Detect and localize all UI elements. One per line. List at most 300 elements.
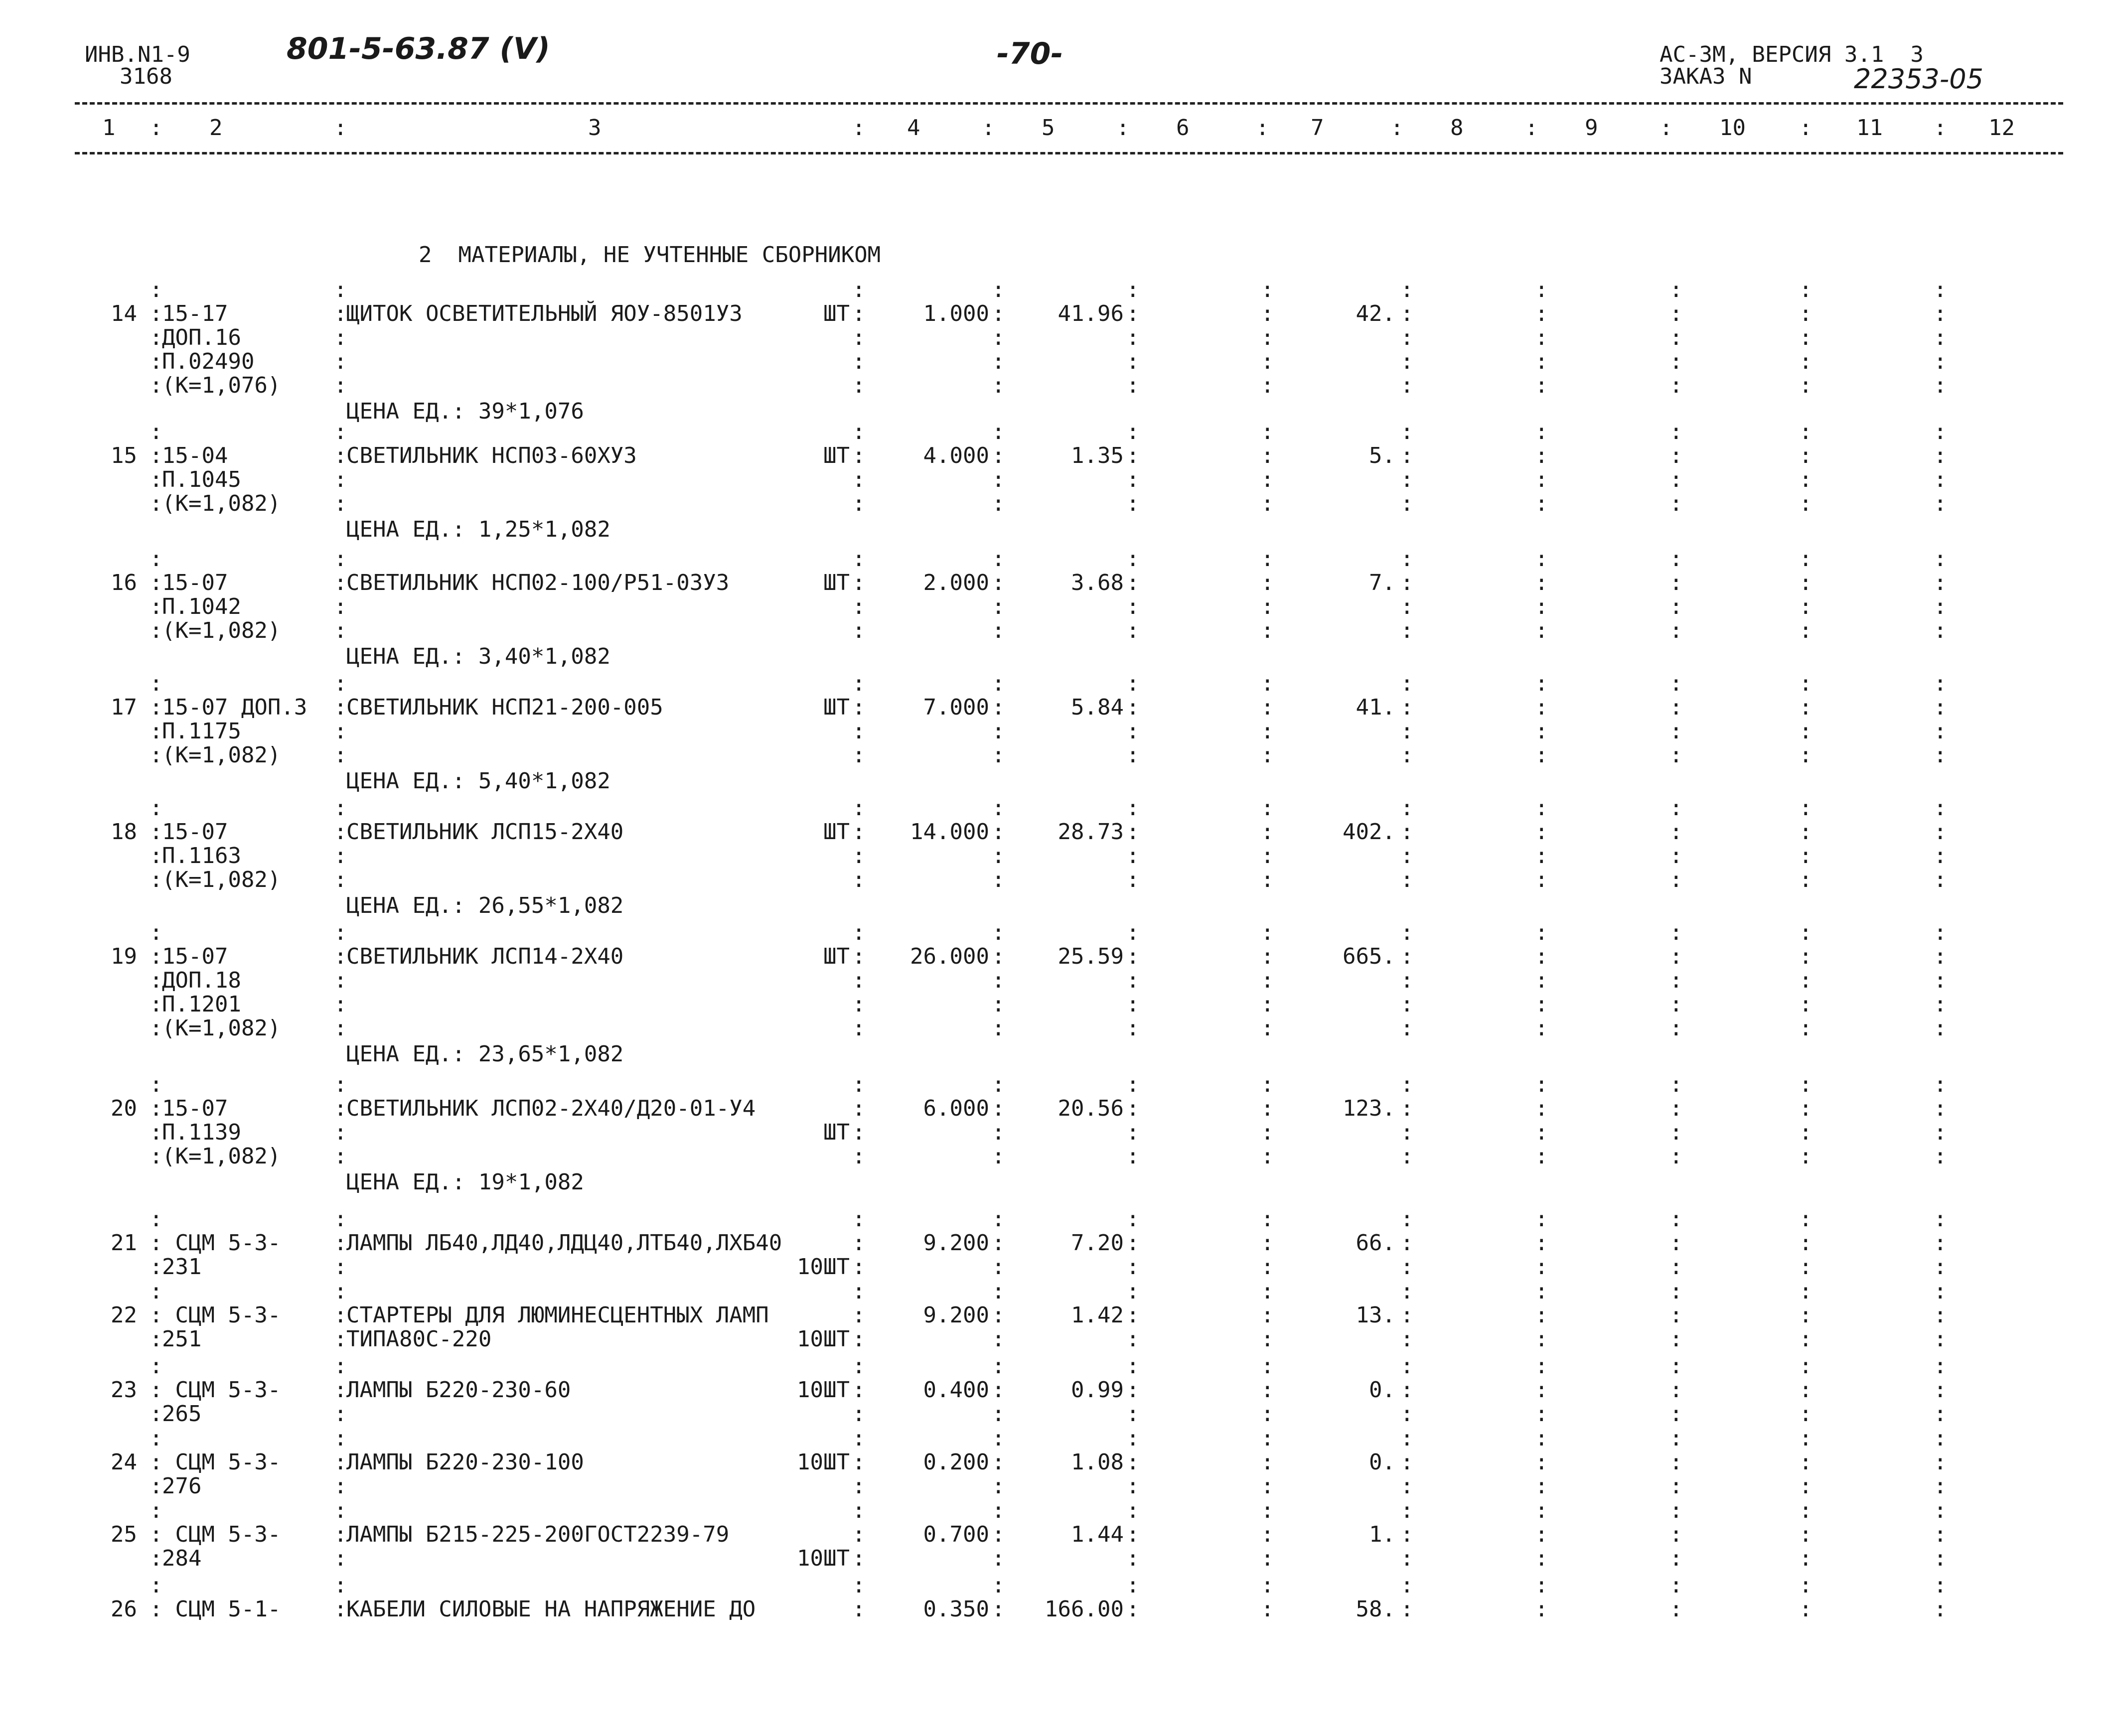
column-separator: : bbox=[852, 1254, 866, 1280]
column-separator: : bbox=[1934, 349, 1947, 374]
column-separator: : bbox=[1261, 968, 1274, 993]
column-separator: : bbox=[1261, 1326, 1274, 1352]
column-separator: : bbox=[1799, 1596, 1813, 1622]
column-separator: : bbox=[1799, 1072, 1813, 1097]
column-separator: : bbox=[1669, 1401, 1683, 1427]
column-separator: : bbox=[1126, 1254, 1140, 1280]
column-separator: : bbox=[1261, 1546, 1274, 1571]
row-code: 251 bbox=[162, 1326, 202, 1352]
row-quantity: 0.350 bbox=[923, 1596, 989, 1622]
row-total: 42. bbox=[1356, 301, 1395, 326]
column-separator: : bbox=[1660, 115, 1673, 141]
column-separator: : bbox=[1400, 443, 1414, 468]
column-separator: : bbox=[1535, 920, 1548, 945]
column-separator: : bbox=[150, 1144, 163, 1169]
column-separator: : bbox=[334, 1144, 347, 1169]
column-separator: : bbox=[1400, 992, 1414, 1017]
row-code: (К=1,076) bbox=[162, 373, 281, 398]
column-separator: : bbox=[1126, 301, 1140, 326]
column-separator: : bbox=[1126, 719, 1140, 744]
row-unit-price: 1.44 bbox=[1071, 1522, 1124, 1547]
row-code: П.1201 bbox=[162, 992, 241, 1017]
column-separator: : bbox=[1261, 867, 1274, 892]
column-separator: : bbox=[852, 742, 866, 768]
column-separator: : bbox=[1400, 1096, 1414, 1121]
column-separator: : bbox=[1934, 491, 1947, 516]
column-separator: : bbox=[1934, 373, 1947, 398]
row-name: ЛАМПЫ ЛБ40,ЛД40,ЛДЦ40,ЛТБ40,ЛХБ40 bbox=[346, 1230, 782, 1256]
column-header: 6 bbox=[1176, 115, 1190, 141]
column-separator: : bbox=[992, 618, 1005, 643]
column-separator: : bbox=[1934, 1144, 1947, 1169]
column-separator: : bbox=[1126, 1498, 1140, 1523]
column-separator: : bbox=[992, 1573, 1005, 1598]
column-separator: : bbox=[1669, 1522, 1683, 1547]
column-separator: : bbox=[334, 1072, 347, 1097]
column-separator: : bbox=[1400, 843, 1414, 868]
column-separator: : bbox=[1934, 1302, 1947, 1328]
column-separator: : bbox=[150, 1498, 163, 1523]
column-separator: : bbox=[1669, 570, 1683, 595]
column-separator: : bbox=[1669, 992, 1683, 1017]
row-number: 20 bbox=[111, 1096, 137, 1121]
column-separator: : bbox=[1126, 1473, 1140, 1499]
row-number: 17 bbox=[111, 695, 137, 720]
column-separator: : bbox=[1669, 1498, 1683, 1523]
column-separator: : bbox=[1669, 443, 1683, 468]
column-header: 5 bbox=[1042, 115, 1055, 141]
row-unit-price: 1.08 bbox=[1071, 1449, 1124, 1475]
column-separator: : bbox=[992, 1120, 1005, 1145]
column-separator: : bbox=[150, 1473, 163, 1499]
column-separator: : bbox=[852, 349, 866, 374]
column-separator: : bbox=[1535, 671, 1548, 696]
row-code: СЦМ 5-3- bbox=[162, 1522, 281, 1547]
column-separator: : bbox=[1400, 325, 1414, 350]
row-quantity: 1.000 bbox=[923, 301, 989, 326]
column-separator: : bbox=[1261, 695, 1274, 720]
column-separator: : bbox=[1126, 1015, 1140, 1041]
column-separator: : bbox=[1934, 742, 1947, 768]
column-separator: : bbox=[1126, 819, 1140, 845]
column-separator: : bbox=[1261, 1206, 1274, 1232]
column-separator: : bbox=[1535, 325, 1548, 350]
column-separator: : bbox=[1400, 570, 1414, 595]
column-header: 4 bbox=[907, 115, 920, 141]
column-separator: : bbox=[1799, 671, 1813, 696]
column-separator: : bbox=[150, 1546, 163, 1571]
row-code: 15-07 bbox=[162, 819, 228, 845]
column-separator: : bbox=[150, 570, 163, 595]
row-number: 14 bbox=[111, 301, 137, 326]
column-separator: : bbox=[1669, 373, 1683, 398]
column-separator: : bbox=[334, 992, 347, 1017]
row-code: 15-04 bbox=[162, 443, 228, 468]
row-price-note: ЦЕНА ЕД.: 19*1,082 bbox=[346, 1169, 584, 1195]
column-separator: : bbox=[1535, 1206, 1548, 1232]
column-separator: : bbox=[992, 491, 1005, 516]
column-separator: : bbox=[1799, 1144, 1813, 1169]
column-separator: : bbox=[1934, 1072, 1947, 1097]
column-separator: : bbox=[1799, 1326, 1813, 1352]
column-separator: : bbox=[1535, 944, 1548, 969]
column-header: 12 bbox=[1988, 115, 2015, 141]
column-separator: : bbox=[1535, 594, 1548, 619]
row-name: СТАРТЕРЫ ДЛЯ ЛЮМИНЕСЦЕНТНЫХ ЛАМП bbox=[346, 1302, 769, 1328]
column-separator: : bbox=[852, 419, 866, 444]
column-separator: : bbox=[150, 944, 163, 969]
column-separator: : bbox=[992, 349, 1005, 374]
row-total: 7. bbox=[1369, 570, 1395, 595]
column-separator: : bbox=[1400, 1522, 1414, 1547]
column-separator: : bbox=[150, 349, 163, 374]
column-separator: : bbox=[150, 373, 163, 398]
column-separator: : bbox=[852, 1120, 866, 1145]
column-separator: : bbox=[1126, 1377, 1140, 1403]
column-separator: : bbox=[1535, 1326, 1548, 1352]
column-separator: : bbox=[1799, 1498, 1813, 1523]
column-header: 8 bbox=[1450, 115, 1464, 141]
row-code: 15-07 bbox=[162, 570, 228, 595]
row-unit: ШТ bbox=[823, 695, 850, 720]
column-separator: : bbox=[852, 594, 866, 619]
column-separator: : bbox=[334, 1473, 347, 1499]
column-separator: : bbox=[1535, 742, 1548, 768]
column-separator: : bbox=[1669, 695, 1683, 720]
column-separator: : bbox=[1261, 1353, 1274, 1379]
column-separator: : bbox=[1535, 1522, 1548, 1547]
column-separator: : bbox=[1261, 373, 1274, 398]
row-unit-price: 1.35 bbox=[1071, 443, 1124, 468]
column-separator: : bbox=[1799, 115, 1813, 141]
row-unit: 10ШТ bbox=[797, 1377, 850, 1403]
column-separator: : bbox=[1669, 968, 1683, 993]
column-separator: : bbox=[334, 867, 347, 892]
column-separator: : bbox=[1934, 1573, 1947, 1598]
column-separator: : bbox=[852, 301, 866, 326]
column-separator: : bbox=[150, 1206, 163, 1232]
column-separator: : bbox=[852, 115, 866, 141]
row-unit-price: 3.68 bbox=[1071, 570, 1124, 595]
column-separator: : bbox=[334, 819, 347, 845]
column-separator: : bbox=[992, 1449, 1005, 1475]
column-separator: : bbox=[334, 795, 347, 821]
column-separator: : bbox=[1934, 115, 1947, 141]
column-separator: : bbox=[1799, 1573, 1813, 1598]
inventory-number: 3168 bbox=[120, 64, 172, 89]
column-separator: : bbox=[992, 546, 1005, 572]
row-unit: ШТ bbox=[823, 570, 850, 595]
column-separator: : bbox=[852, 1426, 866, 1451]
column-separator: : bbox=[1799, 1546, 1813, 1571]
column-separator: : bbox=[1535, 1144, 1548, 1169]
column-separator: : bbox=[334, 944, 347, 969]
column-separator: : bbox=[1934, 867, 1947, 892]
column-separator: : bbox=[1799, 920, 1813, 945]
column-separator: : bbox=[1799, 867, 1813, 892]
row-unit: 10ШТ bbox=[797, 1254, 850, 1280]
column-separator: : bbox=[1261, 325, 1274, 350]
column-separator: : bbox=[1934, 443, 1947, 468]
column-separator: : bbox=[1535, 1573, 1548, 1598]
column-separator: : bbox=[1126, 419, 1140, 444]
column-separator: : bbox=[1669, 1144, 1683, 1169]
column-separator: : bbox=[1261, 795, 1274, 821]
column-separator: : bbox=[1934, 695, 1947, 720]
column-separator: : bbox=[1400, 1573, 1414, 1598]
column-separator: : bbox=[1400, 867, 1414, 892]
section-title: 2 МАТЕРИАЛЫ, НЕ УЧТЕННЫЕ СБОРНИКОМ bbox=[419, 242, 881, 268]
column-separator: : bbox=[1799, 968, 1813, 993]
row-code: (К=1,082) bbox=[162, 491, 281, 516]
row-quantity: 7.000 bbox=[923, 695, 989, 720]
column-separator: : bbox=[150, 867, 163, 892]
column-separator: : bbox=[1799, 618, 1813, 643]
column-separator: : bbox=[1126, 349, 1140, 374]
column-separator: : bbox=[1400, 1302, 1414, 1328]
column-separator: : bbox=[1261, 1401, 1274, 1427]
row-unit-price: 41.96 bbox=[1058, 301, 1124, 326]
column-separator: : bbox=[1126, 618, 1140, 643]
row-code: 15-07 bbox=[162, 1096, 228, 1121]
column-separator: : bbox=[1934, 1120, 1947, 1145]
column-separator: : bbox=[992, 419, 1005, 444]
column-separator: : bbox=[1400, 301, 1414, 326]
column-separator: : bbox=[1261, 491, 1274, 516]
column-separator: : bbox=[1799, 1353, 1813, 1379]
column-separator: : bbox=[992, 1522, 1005, 1547]
column-separator: : bbox=[1669, 467, 1683, 492]
column-separator: : bbox=[852, 443, 866, 468]
column-separator: : bbox=[1934, 1254, 1947, 1280]
column-separator: : bbox=[1669, 1353, 1683, 1379]
column-separator: : bbox=[1400, 594, 1414, 619]
row-total: 13. bbox=[1356, 1302, 1395, 1328]
column-separator: : bbox=[992, 968, 1005, 993]
column-separator: : bbox=[150, 1522, 163, 1547]
column-separator: : bbox=[150, 1120, 163, 1145]
column-separator: : bbox=[1400, 1377, 1414, 1403]
column-separator: : bbox=[1261, 349, 1274, 374]
column-separator: : bbox=[334, 301, 347, 326]
column-separator: : bbox=[1400, 1426, 1414, 1451]
column-separator: : bbox=[1400, 1449, 1414, 1475]
column-separator: : bbox=[1535, 1498, 1548, 1523]
column-separator: : bbox=[1400, 695, 1414, 720]
column-separator: : bbox=[852, 1449, 866, 1475]
column-separator: : bbox=[1669, 1230, 1683, 1256]
row-price-note: ЦЕНА ЕД.: 26,55*1,082 bbox=[346, 893, 624, 918]
column-separator: : bbox=[1116, 115, 1130, 141]
column-separator: : bbox=[1390, 115, 1404, 141]
column-separator: : bbox=[1934, 277, 1947, 302]
column-separator: : bbox=[1126, 546, 1140, 572]
column-separator: : bbox=[1535, 1426, 1548, 1451]
column-separator: : bbox=[150, 594, 163, 619]
column-separator: : bbox=[1669, 843, 1683, 868]
column-separator: : bbox=[992, 1401, 1005, 1427]
column-separator: : bbox=[1799, 944, 1813, 969]
column-separator: : bbox=[1799, 491, 1813, 516]
column-separator: : bbox=[992, 819, 1005, 845]
column-separator: : bbox=[334, 419, 347, 444]
column-separator: : bbox=[1535, 618, 1548, 643]
column-separator: : bbox=[1126, 671, 1140, 696]
column-separator: : bbox=[1799, 1377, 1813, 1403]
column-separator: : bbox=[150, 1353, 163, 1379]
column-separator: : bbox=[1535, 867, 1548, 892]
column-separator: : bbox=[1256, 115, 1269, 141]
column-separator: : bbox=[1126, 277, 1140, 302]
column-separator: : bbox=[1669, 920, 1683, 945]
column-separator: : bbox=[852, 968, 866, 993]
column-separator: : bbox=[1934, 467, 1947, 492]
row-total: 0. bbox=[1369, 1377, 1395, 1403]
column-separator: : bbox=[1799, 1279, 1813, 1304]
column-separator: : bbox=[1669, 1096, 1683, 1121]
column-separator: : bbox=[1126, 594, 1140, 619]
column-separator: : bbox=[1400, 618, 1414, 643]
column-separator: : bbox=[1261, 719, 1274, 744]
column-separator: : bbox=[1799, 992, 1813, 1017]
column-separator: : bbox=[150, 1449, 163, 1475]
column-separator: : bbox=[1535, 1015, 1548, 1041]
column-separator: : bbox=[1799, 742, 1813, 768]
column-separator: : bbox=[1126, 1072, 1140, 1097]
column-separator: : bbox=[1261, 546, 1274, 572]
column-separator: : bbox=[1261, 1573, 1274, 1598]
column-separator: : bbox=[1799, 1230, 1813, 1256]
column-separator: : bbox=[1261, 1426, 1274, 1451]
column-separator: : bbox=[334, 695, 347, 720]
column-separator: : bbox=[150, 695, 163, 720]
column-separator: : bbox=[1535, 1072, 1548, 1097]
column-separator: : bbox=[334, 920, 347, 945]
column-separator: : bbox=[1261, 819, 1274, 845]
column-separator: : bbox=[992, 1498, 1005, 1523]
column-separator: : bbox=[1261, 920, 1274, 945]
column-separator: : bbox=[852, 1230, 866, 1256]
column-separator: : bbox=[992, 570, 1005, 595]
column-separator: : bbox=[852, 618, 866, 643]
column-separator: : bbox=[1669, 1254, 1683, 1280]
column-separator: : bbox=[1535, 1473, 1548, 1499]
column-separator: : bbox=[1934, 968, 1947, 993]
column-separator: : bbox=[334, 1596, 347, 1622]
row-code: П.02490 bbox=[162, 349, 255, 374]
column-separator: : bbox=[1934, 1279, 1947, 1304]
row-unit-price: 5.84 bbox=[1071, 695, 1124, 720]
row-number: 21 bbox=[111, 1230, 137, 1256]
column-separator: : bbox=[1669, 944, 1683, 969]
header-separator-top bbox=[75, 102, 2063, 105]
row-code: 231 bbox=[162, 1254, 202, 1280]
column-separator: : bbox=[1669, 795, 1683, 821]
row-code: СЦМ 5-3- bbox=[162, 1377, 281, 1403]
column-separator: : bbox=[1400, 1401, 1414, 1427]
column-separator: : bbox=[852, 1096, 866, 1121]
column-separator: : bbox=[1799, 373, 1813, 398]
row-name: СВЕТИЛЬНИК НСП03-60ХУ3 bbox=[346, 443, 637, 468]
column-separator: : bbox=[1261, 1498, 1274, 1523]
column-separator: : bbox=[1535, 1254, 1548, 1280]
column-separator: : bbox=[1934, 819, 1947, 845]
column-separator: : bbox=[1535, 819, 1548, 845]
column-header: 10 bbox=[1719, 115, 1746, 141]
column-separator: : bbox=[334, 325, 347, 350]
column-separator: : bbox=[150, 618, 163, 643]
row-name: ЛАМПЫ Б220-230-100 bbox=[346, 1449, 584, 1475]
column-separator: : bbox=[1400, 546, 1414, 572]
row-total: 665. bbox=[1343, 944, 1395, 969]
column-separator: : bbox=[1535, 719, 1548, 744]
row-code: (К=1,082) bbox=[162, 742, 281, 768]
column-separator: : bbox=[334, 1573, 347, 1598]
row-code: П.1139 bbox=[162, 1120, 241, 1145]
column-separator: : bbox=[1400, 1596, 1414, 1622]
row-number: 25 bbox=[111, 1522, 137, 1547]
column-separator: : bbox=[1934, 1230, 1947, 1256]
column-separator: : bbox=[1934, 944, 1947, 969]
row-code: П.1042 bbox=[162, 594, 241, 619]
column-separator: : bbox=[334, 1206, 347, 1232]
column-separator: : bbox=[1669, 1279, 1683, 1304]
column-separator: : bbox=[334, 594, 347, 619]
column-separator: : bbox=[1261, 843, 1274, 868]
row-quantity: 0.200 bbox=[923, 1449, 989, 1475]
column-separator: : bbox=[1934, 719, 1947, 744]
column-separator: : bbox=[1799, 695, 1813, 720]
row-price-note: ЦЕНА ЕД.: 1,25*1,082 bbox=[346, 517, 610, 542]
column-separator: : bbox=[852, 944, 866, 969]
column-separator: : bbox=[1400, 277, 1414, 302]
column-separator: : bbox=[150, 277, 163, 302]
column-separator: : bbox=[852, 1573, 866, 1598]
column-separator: : bbox=[1799, 349, 1813, 374]
column-separator: : bbox=[1261, 277, 1274, 302]
column-separator: : bbox=[1669, 1426, 1683, 1451]
column-separator: : bbox=[334, 1230, 347, 1256]
column-separator: : bbox=[334, 671, 347, 696]
column-separator: : bbox=[1126, 944, 1140, 969]
column-separator: : bbox=[1525, 115, 1538, 141]
column-separator: : bbox=[1126, 1546, 1140, 1571]
column-separator: : bbox=[992, 1473, 1005, 1499]
column-separator: : bbox=[1126, 992, 1140, 1017]
column-separator: : bbox=[1799, 594, 1813, 619]
column-separator: : bbox=[1669, 719, 1683, 744]
column-separator: : bbox=[150, 443, 163, 468]
column-separator: : bbox=[1400, 1254, 1414, 1280]
column-separator: : bbox=[852, 1279, 866, 1304]
column-separator: : bbox=[852, 277, 866, 302]
column-header: 11 bbox=[1856, 115, 1883, 141]
column-separator: : bbox=[1400, 1206, 1414, 1232]
column-separator: : bbox=[1400, 968, 1414, 993]
row-name: ТИПА80С-220 bbox=[346, 1326, 492, 1352]
column-separator: : bbox=[1669, 1302, 1683, 1328]
column-separator: : bbox=[334, 1096, 347, 1121]
column-separator: : bbox=[1669, 618, 1683, 643]
column-separator: : bbox=[992, 992, 1005, 1017]
column-separator: : bbox=[1400, 1279, 1414, 1304]
column-separator: : bbox=[992, 1353, 1005, 1379]
column-separator: : bbox=[992, 1326, 1005, 1352]
column-separator: : bbox=[1126, 1573, 1140, 1598]
column-separator: : bbox=[1261, 1377, 1274, 1403]
column-header: 1 bbox=[102, 115, 116, 141]
program-version: АС-3М, ВЕРСИЯ 3.1 3 bbox=[1660, 42, 1924, 67]
